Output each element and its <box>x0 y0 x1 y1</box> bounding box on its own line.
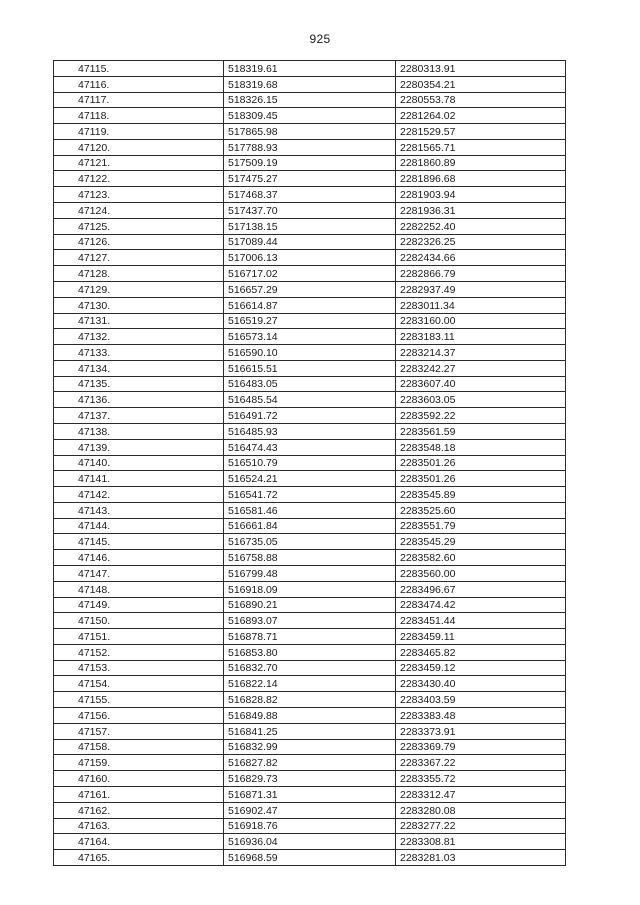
y-coordinate-cell: 2283551.79 <box>396 518 566 534</box>
table-row <box>54 345 566 361</box>
table-row <box>54 124 566 140</box>
point-number-cell: 47131. <box>54 313 224 329</box>
table-row <box>54 566 566 582</box>
x-coordinate-cell: 516519.27 <box>224 313 396 329</box>
y-coordinate-cell: 2283545.29 <box>396 534 566 550</box>
x-coordinate-cell: 517788.93 <box>224 139 396 155</box>
y-coordinate-cell: 2281936.31 <box>396 203 566 219</box>
y-coordinate-cell: 2283308.81 <box>396 834 566 850</box>
x-coordinate-cell: 516849.88 <box>224 708 396 724</box>
point-number-cell: 47120. <box>54 139 224 155</box>
point-number-cell: 47136. <box>54 392 224 408</box>
y-coordinate-cell: 2283501.26 <box>396 471 566 487</box>
point-number-cell: 47130. <box>54 297 224 313</box>
point-number-cell: 47125. <box>54 218 224 234</box>
x-coordinate-cell: 517138.15 <box>224 218 396 234</box>
y-coordinate-cell: 2283183.11 <box>396 329 566 345</box>
table-row <box>54 834 566 850</box>
x-coordinate-cell: 517509.19 <box>224 155 396 171</box>
point-number-cell: 47164. <box>54 834 224 850</box>
x-coordinate-cell: 517089.44 <box>224 234 396 250</box>
x-coordinate-cell: 517475.27 <box>224 171 396 187</box>
x-coordinate-cell: 517865.98 <box>224 124 396 140</box>
y-coordinate-cell: 2281565.71 <box>396 139 566 155</box>
table-row <box>54 155 566 171</box>
table-row <box>54 281 566 297</box>
point-number-cell: 47147. <box>54 566 224 582</box>
x-coordinate-cell: 516853.80 <box>224 644 396 660</box>
x-coordinate-cell: 516717.02 <box>224 266 396 282</box>
table-row <box>54 786 566 802</box>
table-row <box>54 518 566 534</box>
y-coordinate-cell: 2280313.91 <box>396 61 566 77</box>
x-coordinate-cell: 516871.31 <box>224 786 396 802</box>
x-coordinate-cell: 516832.99 <box>224 739 396 755</box>
point-number-cell: 47115. <box>54 61 224 77</box>
x-coordinate-cell: 516827.82 <box>224 755 396 771</box>
point-number-cell: 47127. <box>54 250 224 266</box>
point-number-cell: 47158. <box>54 739 224 755</box>
y-coordinate-cell: 2283560.00 <box>396 566 566 582</box>
y-coordinate-cell: 2283474.42 <box>396 597 566 613</box>
x-coordinate-cell: 516890.21 <box>224 597 396 613</box>
point-number-cell: 47141. <box>54 471 224 487</box>
x-coordinate-cell: 516841.25 <box>224 723 396 739</box>
table-row <box>54 723 566 739</box>
point-number-cell: 47154. <box>54 676 224 692</box>
table-row <box>54 550 566 566</box>
y-coordinate-cell: 2283383.48 <box>396 708 566 724</box>
point-number-cell: 47143. <box>54 502 224 518</box>
point-number-cell: 47145. <box>54 534 224 550</box>
x-coordinate-cell: 516510.79 <box>224 455 396 471</box>
y-coordinate-cell: 2283525.60 <box>396 502 566 518</box>
table-row <box>54 692 566 708</box>
point-number-cell: 47149. <box>54 597 224 613</box>
y-coordinate-cell: 2283281.03 <box>396 850 566 866</box>
y-coordinate-cell: 2283561.59 <box>396 423 566 439</box>
y-coordinate-cell: 2282434.66 <box>396 250 566 266</box>
point-number-cell: 47151. <box>54 629 224 645</box>
x-coordinate-cell: 518319.68 <box>224 76 396 92</box>
point-number-cell: 47140. <box>54 455 224 471</box>
y-coordinate-cell: 2281896.68 <box>396 171 566 187</box>
table-row <box>54 376 566 392</box>
x-coordinate-cell: 516657.29 <box>224 281 396 297</box>
x-coordinate-cell: 516485.93 <box>224 423 396 439</box>
table-row <box>54 234 566 250</box>
point-number-cell: 47161. <box>54 786 224 802</box>
x-coordinate-cell: 516799.48 <box>224 566 396 582</box>
x-coordinate-cell: 516968.59 <box>224 850 396 866</box>
point-number-cell: 47146. <box>54 550 224 566</box>
page-number: 925 <box>309 32 331 46</box>
point-number-cell: 47144. <box>54 518 224 534</box>
point-number-cell: 47153. <box>54 660 224 676</box>
x-coordinate-cell: 516524.21 <box>224 471 396 487</box>
y-coordinate-cell: 2283459.11 <box>396 629 566 645</box>
point-number-cell: 47119. <box>54 124 224 140</box>
point-number-cell: 47157. <box>54 723 224 739</box>
table-row <box>54 613 566 629</box>
y-coordinate-cell: 2281529.57 <box>396 124 566 140</box>
point-number-cell: 47134. <box>54 360 224 376</box>
y-coordinate-cell: 2283451.44 <box>396 613 566 629</box>
x-coordinate-cell: 516491.72 <box>224 408 396 424</box>
table-row <box>54 676 566 692</box>
point-number-cell: 47123. <box>54 187 224 203</box>
table-row <box>54 739 566 755</box>
table-row <box>54 771 566 787</box>
x-coordinate-cell: 517468.37 <box>224 187 396 203</box>
y-coordinate-cell: 2283367.22 <box>396 755 566 771</box>
point-number-cell: 47142. <box>54 487 224 503</box>
point-number-cell: 47165. <box>54 850 224 866</box>
table-row <box>54 61 566 77</box>
x-coordinate-cell: 516661.84 <box>224 518 396 534</box>
point-number-cell: 47163. <box>54 818 224 834</box>
y-coordinate-cell: 2281903.94 <box>396 187 566 203</box>
table-row <box>54 108 566 124</box>
table-row <box>54 360 566 376</box>
coordinates-table <box>53 60 566 866</box>
table-row <box>54 487 566 503</box>
y-coordinate-cell: 2283355.72 <box>396 771 566 787</box>
table-row <box>54 818 566 834</box>
y-coordinate-cell: 2283465.82 <box>396 644 566 660</box>
table-row <box>54 139 566 155</box>
point-number-cell: 47121. <box>54 155 224 171</box>
point-number-cell: 47128. <box>54 266 224 282</box>
y-coordinate-cell: 2282866.79 <box>396 266 566 282</box>
y-coordinate-cell: 2281860.89 <box>396 155 566 171</box>
x-coordinate-cell: 516936.04 <box>224 834 396 850</box>
coordinates-table-body <box>54 61 566 866</box>
x-coordinate-cell: 516878.71 <box>224 629 396 645</box>
point-number-cell: 47133. <box>54 345 224 361</box>
y-coordinate-cell: 2283214.37 <box>396 345 566 361</box>
point-number-cell: 47138. <box>54 423 224 439</box>
x-coordinate-cell: 516474.43 <box>224 439 396 455</box>
x-coordinate-cell: 516918.76 <box>224 818 396 834</box>
x-coordinate-cell: 516828.82 <box>224 692 396 708</box>
table-row <box>54 850 566 866</box>
x-coordinate-cell: 518319.61 <box>224 61 396 77</box>
point-number-cell: 47126. <box>54 234 224 250</box>
point-number-cell: 47129. <box>54 281 224 297</box>
table-row <box>54 660 566 676</box>
x-coordinate-cell: 516822.14 <box>224 676 396 692</box>
table-row <box>54 250 566 266</box>
y-coordinate-cell: 2283277.22 <box>396 818 566 834</box>
x-coordinate-cell: 516615.51 <box>224 360 396 376</box>
table-row <box>54 203 566 219</box>
x-coordinate-cell: 516758.88 <box>224 550 396 566</box>
table-row <box>54 629 566 645</box>
point-number-cell: 47137. <box>54 408 224 424</box>
y-coordinate-cell: 2283592.22 <box>396 408 566 424</box>
table-row <box>54 297 566 313</box>
x-coordinate-cell: 516485.54 <box>224 392 396 408</box>
x-coordinate-cell: 518326.15 <box>224 92 396 108</box>
y-coordinate-cell: 2283496.67 <box>396 581 566 597</box>
point-number-cell: 47159. <box>54 755 224 771</box>
x-coordinate-cell: 517006.13 <box>224 250 396 266</box>
x-coordinate-cell: 516832.70 <box>224 660 396 676</box>
y-coordinate-cell: 2283430.40 <box>396 676 566 692</box>
table-row <box>54 313 566 329</box>
y-coordinate-cell: 2280354.21 <box>396 76 566 92</box>
y-coordinate-cell: 2283582.60 <box>396 550 566 566</box>
point-number-cell: 47160. <box>54 771 224 787</box>
point-number-cell: 47155. <box>54 692 224 708</box>
table-row <box>54 329 566 345</box>
point-number-cell: 47156. <box>54 708 224 724</box>
y-coordinate-cell: 2283603.05 <box>396 392 566 408</box>
table-row <box>54 423 566 439</box>
y-coordinate-cell: 2283160.00 <box>396 313 566 329</box>
y-coordinate-cell: 2283459.12 <box>396 660 566 676</box>
table-row <box>54 76 566 92</box>
table-row <box>54 755 566 771</box>
y-coordinate-cell: 2280553.78 <box>396 92 566 108</box>
y-coordinate-cell: 2283403.59 <box>396 692 566 708</box>
x-coordinate-cell: 516829.73 <box>224 771 396 787</box>
table-row <box>54 597 566 613</box>
point-number-cell: 47118. <box>54 108 224 124</box>
x-coordinate-cell: 516581.46 <box>224 502 396 518</box>
x-coordinate-cell: 516918.09 <box>224 581 396 597</box>
y-coordinate-cell: 2283607.40 <box>396 376 566 392</box>
x-coordinate-cell: 516573.14 <box>224 329 396 345</box>
point-number-cell: 47150. <box>54 613 224 629</box>
table-row <box>54 218 566 234</box>
table-row <box>54 802 566 818</box>
y-coordinate-cell: 2283545.89 <box>396 487 566 503</box>
table-row <box>54 502 566 518</box>
y-coordinate-cell: 2283373.91 <box>396 723 566 739</box>
x-coordinate-cell: 516893.07 <box>224 613 396 629</box>
point-number-cell: 47122. <box>54 171 224 187</box>
point-number-cell: 47162. <box>54 802 224 818</box>
y-coordinate-cell: 2282326.25 <box>396 234 566 250</box>
table-row <box>54 581 566 597</box>
y-coordinate-cell: 2282937.49 <box>396 281 566 297</box>
y-coordinate-cell: 2283548.18 <box>396 439 566 455</box>
y-coordinate-cell: 2283011.34 <box>396 297 566 313</box>
table-row <box>54 266 566 282</box>
x-coordinate-cell: 517437.70 <box>224 203 396 219</box>
y-coordinate-cell: 2283369.79 <box>396 739 566 755</box>
table-row <box>54 644 566 660</box>
table-row <box>54 187 566 203</box>
point-number-cell: 47124. <box>54 203 224 219</box>
x-coordinate-cell: 518309.45 <box>224 108 396 124</box>
point-number-cell: 47139. <box>54 439 224 455</box>
table-row <box>54 408 566 424</box>
x-coordinate-cell: 516541.72 <box>224 487 396 503</box>
table-row <box>54 708 566 724</box>
point-number-cell: 47116. <box>54 76 224 92</box>
x-coordinate-cell: 516590.10 <box>224 345 396 361</box>
y-coordinate-cell: 2282252.40 <box>396 218 566 234</box>
x-coordinate-cell: 516483.05 <box>224 376 396 392</box>
point-number-cell: 47132. <box>54 329 224 345</box>
table-row <box>54 439 566 455</box>
point-number-cell: 47148. <box>54 581 224 597</box>
table-row <box>54 392 566 408</box>
point-number-cell: 47152. <box>54 644 224 660</box>
y-coordinate-cell: 2281264.02 <box>396 108 566 124</box>
x-coordinate-cell: 516735.05 <box>224 534 396 550</box>
table-row <box>54 92 566 108</box>
table-row <box>54 471 566 487</box>
point-number-cell: 47117. <box>54 92 224 108</box>
table-row <box>54 455 566 471</box>
y-coordinate-cell: 2283312.47 <box>396 786 566 802</box>
x-coordinate-cell: 516614.87 <box>224 297 396 313</box>
y-coordinate-cell: 2283501.26 <box>396 455 566 471</box>
y-coordinate-cell: 2283242.27 <box>396 360 566 376</box>
y-coordinate-cell: 2283280.08 <box>396 802 566 818</box>
table-row <box>54 534 566 550</box>
table-row <box>54 171 566 187</box>
x-coordinate-cell: 516902.47 <box>224 802 396 818</box>
point-number-cell: 47135. <box>54 376 224 392</box>
